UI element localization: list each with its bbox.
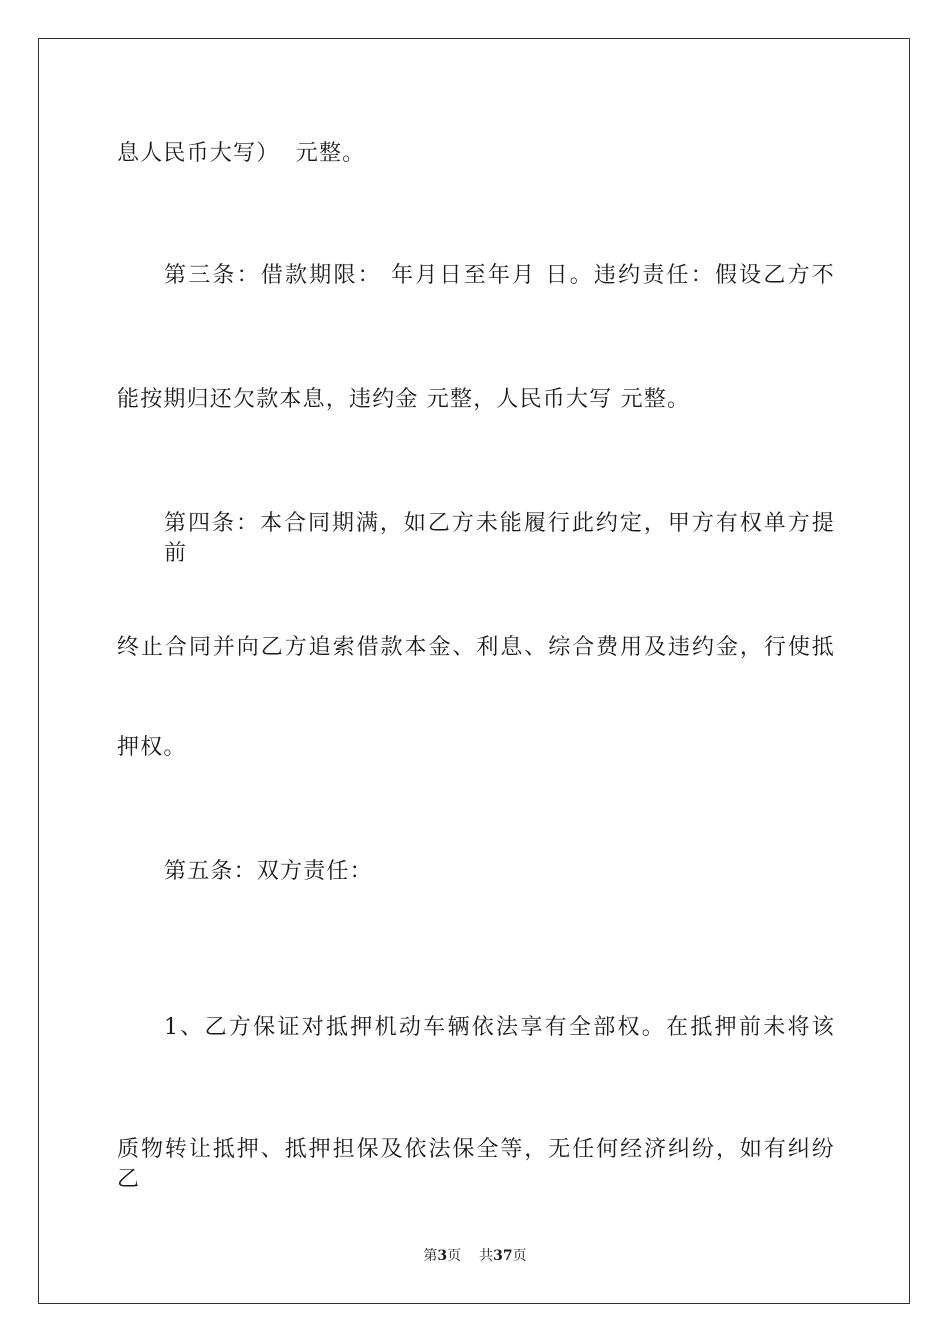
text-line-4: 第四条：本合同期满，如乙方未能履行此约定，甲方有权单方提前 (164, 511, 835, 566)
footer-total-prefix: 共 (479, 1248, 494, 1264)
text-line-7: 第五条：双方责任： (164, 859, 373, 884)
text-line-6: 押权。 (117, 735, 187, 760)
footer-total-pages: 37 (493, 1248, 513, 1264)
text-line-9: 质物转让抵押、抵押担保及依法保全等，无任何经济纠纷，如有纠纷乙 (117, 1137, 835, 1192)
footer-page-prefix: 第 (423, 1248, 438, 1264)
footer-page-number: 3 (437, 1248, 448, 1264)
text-line-5: 终止合同并向乙方追索借款本金、利息、综合费用及违约金，行使抵 (117, 635, 835, 660)
text-line-2: 第三条：借款期限： 年月日至年月 日。违约责任：假设乙方不 (164, 263, 835, 288)
text-line-3: 能按期归还欠款本息，违约金 元整，人民币大写 元整。 (117, 387, 691, 412)
text-line-1: 息人民币大写） 元整。 (117, 141, 366, 166)
text-line-8: 1、乙方保证对抵押机动车辆依法享有全部权。在抵押前未将该 (164, 1015, 835, 1040)
footer-total-suffix: 页 (512, 1248, 527, 1264)
page-border (38, 38, 910, 1304)
footer-page-suffix: 页 (447, 1248, 462, 1264)
page-footer (0, 1247, 950, 1265)
